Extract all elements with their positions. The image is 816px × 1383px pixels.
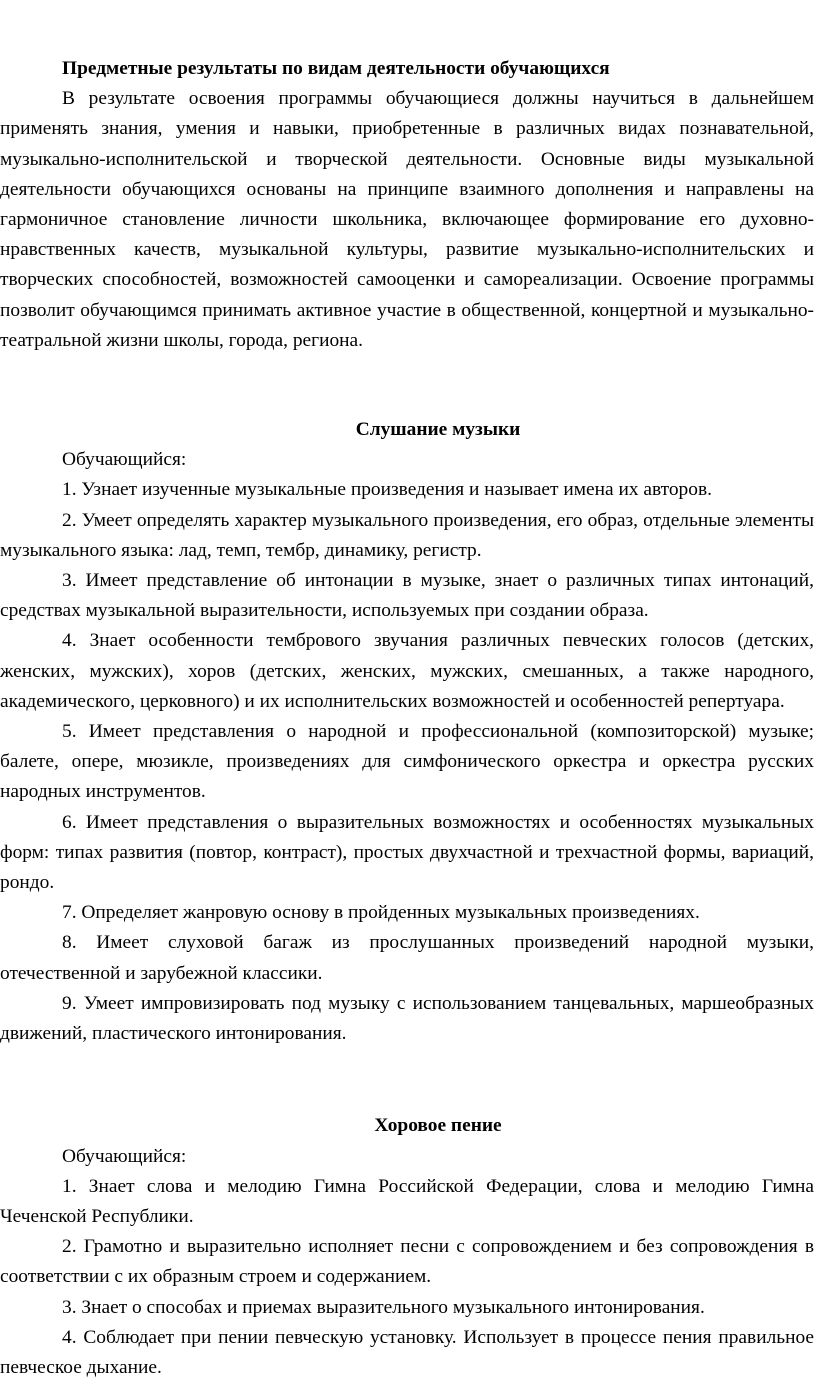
section-listening bbox=[0, 415, 814, 1049]
list-item: 1. Знает слова и мелодию Гимна Российской Федерации, слова и мелодию Гимна Чеченской Республики. bbox=[0, 1175, 814, 1227]
section-choral-singing bbox=[0, 1111, 814, 1383]
section-lead-listening: Обучающийся: bbox=[62, 449, 187, 471]
section-lead-choral: Обучающийся: bbox=[62, 1145, 187, 1167]
list-item: 7. Определяет жанровую основу в пройденных музыкальных произведениях. bbox=[62, 902, 700, 924]
list-item: 6. Имеет представления о выразительных возможностях и особенностях музыкальных форм: типах развития (повтор, контраст), простых двухчастной и трехчастной формы, вариаций, рондо. bbox=[0, 811, 814, 894]
list-item: 2. Умеет определять характер музыкального произведения, его образ, отдельные элементы музыкального языка: лад, темп, тембр, динамику, регистр. bbox=[0, 509, 814, 561]
section-heading-listening: Слушание музыки bbox=[355, 419, 521, 441]
list-item: 9. Умеет импровизировать под музыку с использованием танцевальных, маршеобразных движений, пластического интонирования. bbox=[0, 992, 814, 1045]
list-item: 1. Узнает изученные музыкальные произведения и называет имена их авторов. bbox=[62, 479, 712, 501]
list-item: 4. Знает особенности тембрового звучания различных певческих голосов (детских, женских, мужских), хоров (детских, женских, мужских, смешанных, а также народного, академического, церковного) и их исполнительских возможностей и особенностей репертуара. bbox=[0, 630, 814, 712]
section-heading-choral: Хоровое пение bbox=[374, 1115, 502, 1137]
document-title: Предметные результаты по видам деятельности обучающихся bbox=[62, 58, 610, 79]
intro-paragraph: В результате освоения программы обучающиеся должны научиться в дальнейшем применять знания, умения и навыки, приобретенные в различных видах познавательной, музыкально-исполнительской и творческой деятельности. Основные виды музыкальной деятельности обучающихся основаны на принципе взаимного дополнения и направлены на гармоничное становление личности школьника, включающее формирование его духовно-нравственных качеств, музыкальной культуры, развитие музыкально-исполнительских и творческих способностей, возможностей самооценки и самореализации. Освоение программы позволит обучающимся принимать активное участие в общественной, концертной и музыкально-театральной жизни школы, города, региона. bbox=[0, 88, 814, 351]
list-item: 3. Знает о способах и приемах выразительного музыкального интонирования. bbox=[62, 1296, 705, 1318]
list-item: 8. Имеет слуховой багаж из прослушанных произведений народной музыки, отечественной и зарубежной классики. bbox=[0, 932, 814, 984]
listening-list bbox=[0, 475, 814, 1049]
list-item: 2. Грамотно и выразительно исполняет песни с сопровождением и без сопровождения в соответствии с их образным строем и содержанием. bbox=[0, 1236, 814, 1288]
list-item: 4. Соблюдает при пении певческую установку. Использует в процессе пения правильное певческое дыхание. bbox=[0, 1326, 814, 1378]
choral-list bbox=[0, 1172, 814, 1383]
list-item: 5. Имеет представления о народной и профессиональной (композиторской) музыке; балете, опере, мюзикле, произведениях для симфонического оркестра и оркестра русских народных инструментов. bbox=[0, 721, 814, 803]
list-item: 3. Имеет представление об интонации в музыке, знает о различных типах интонаций, средствах музыкальной выразительности, используемых при создании образа. bbox=[0, 570, 814, 622]
section-spacer bbox=[0, 1049, 814, 1111]
section-spacer bbox=[0, 356, 814, 415]
